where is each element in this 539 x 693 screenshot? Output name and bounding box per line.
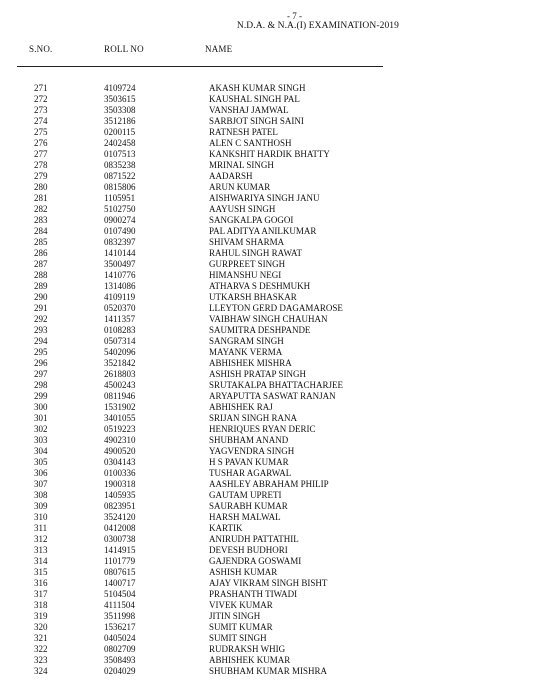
column-header-name: NAME <box>205 44 233 54</box>
row-roll-no: 4111504 <box>104 600 135 610</box>
row-roll-no: 4902310 <box>104 435 136 445</box>
row-roll-no: 1314086 <box>104 281 136 291</box>
table-row <box>0 402 539 413</box>
row-roll-no: 0507314 <box>104 336 136 346</box>
row-roll-no: 0108283 <box>104 325 136 335</box>
table-row <box>0 435 539 446</box>
table-row <box>0 116 539 127</box>
row-sno: 286 <box>34 248 48 258</box>
row-name: RUDRAKSH WHIG <box>209 644 286 654</box>
row-name: SANGKALPA GOGOI <box>209 215 294 225</box>
row-roll-no: 5104504 <box>104 589 136 599</box>
row-name: AISHWARIYA SINGH JANU <box>209 193 320 203</box>
row-roll-no: 1531902 <box>104 402 136 412</box>
row-name: ATHARVA S DESHMUKH <box>209 281 311 291</box>
table-row <box>0 600 539 611</box>
table-row <box>0 314 539 325</box>
row-roll-no: 0802709 <box>104 644 136 654</box>
row-sno: 324 <box>34 666 48 676</box>
row-roll-no: 3511998 <box>104 611 136 621</box>
row-roll-no: 0807615 <box>104 567 136 577</box>
table-row <box>0 347 539 358</box>
row-sno: 311 <box>34 523 48 533</box>
row-sno: 274 <box>34 116 48 126</box>
row-sno: 279 <box>34 171 48 181</box>
table-row <box>0 127 539 138</box>
row-name: RAHUL SINGH RAWAT <box>209 248 302 258</box>
row-sno: 287 <box>34 259 48 269</box>
row-roll-no: 3503308 <box>104 105 136 115</box>
row-roll-no: 2618803 <box>104 369 136 379</box>
table-row <box>0 237 539 248</box>
table-row <box>0 567 539 578</box>
row-roll-no: 5102750 <box>104 204 136 214</box>
table-row <box>0 644 539 655</box>
row-sno: 272 <box>34 94 48 104</box>
table-row <box>0 479 539 490</box>
row-name: JITIN SINGH <box>209 611 261 621</box>
table-row <box>0 160 539 171</box>
row-sno: 305 <box>34 457 48 467</box>
row-name: PRASHANTH TIWADI <box>209 589 298 599</box>
row-roll-no: 1405935 <box>104 490 136 500</box>
table-row <box>0 171 539 182</box>
row-sno: 322 <box>34 644 48 654</box>
row-roll-no: 0900274 <box>104 215 136 225</box>
row-roll-no: 3500497 <box>104 259 136 269</box>
table-row <box>0 105 539 116</box>
row-sno: 323 <box>34 655 48 665</box>
row-sno: 273 <box>34 105 48 115</box>
table-row <box>0 523 539 534</box>
row-sno: 300 <box>34 402 48 412</box>
table-row <box>0 666 539 677</box>
row-name: YAGVENDRA SINGH <box>209 446 295 456</box>
row-sno: 313 <box>34 545 48 555</box>
row-name: HIMANSHU NEGI <box>209 270 282 280</box>
exam-title: N.D.A. & N.A.(I) EXAMINATION-2019 <box>236 21 399 31</box>
table-row <box>0 501 539 512</box>
row-name: ARUN KUMAR <box>209 182 271 192</box>
row-roll-no: 3503615 <box>104 94 136 104</box>
row-name: SHUBHAM KUMAR MISHRA <box>209 666 328 676</box>
row-sno: 277 <box>34 149 48 159</box>
row-sno: 282 <box>34 204 48 214</box>
table-row <box>0 193 539 204</box>
row-roll-no: 3521842 <box>104 358 136 368</box>
row-name: KANKSHIT HARDIK BHATTY <box>209 149 330 159</box>
row-name: AAYUSH SINGH <box>209 204 276 214</box>
row-roll-no: 5402096 <box>104 347 136 357</box>
table-row <box>0 655 539 666</box>
row-name: SRIJAN SINGH RANA <box>209 413 298 423</box>
row-roll-no: 2402458 <box>104 138 136 148</box>
row-sno: 294 <box>34 336 48 346</box>
row-name: MRINAL SINGH <box>209 160 274 170</box>
row-roll-no: 3524120 <box>104 512 136 522</box>
table-row <box>0 83 539 94</box>
row-name: ABHISHEK RAJ <box>209 402 273 412</box>
row-roll-no: 3508493 <box>104 655 136 665</box>
row-sno: 307 <box>34 479 48 489</box>
table-row <box>0 380 539 391</box>
table-row <box>0 391 539 402</box>
row-sno: 296 <box>34 358 48 368</box>
row-name: ARYAPUTTA SASWAT RANJAN <box>209 391 336 401</box>
row-name: SANGRAM SINGH <box>209 336 284 346</box>
row-name: MAYANK VERMA <box>209 347 283 357</box>
row-roll-no: 1105951 <box>104 193 136 203</box>
table-row <box>0 303 539 314</box>
row-roll-no: 1536217 <box>104 622 136 632</box>
row-sno: 315 <box>34 567 48 577</box>
row-sno: 292 <box>34 314 48 324</box>
row-name: VANSHAJ JAMWAL <box>209 105 289 115</box>
row-sno: 289 <box>34 281 48 291</box>
table-row <box>0 325 539 336</box>
row-name: SUMIT SINGH <box>209 633 267 643</box>
row-roll-no: 0300738 <box>104 534 136 544</box>
row-roll-no: 0811946 <box>104 391 136 401</box>
table-row <box>0 292 539 303</box>
row-roll-no: 3512186 <box>104 116 136 126</box>
row-roll-no: 1101779 <box>104 556 136 566</box>
table-row <box>0 490 539 501</box>
table-row <box>0 204 539 215</box>
row-name: ANIRUDH PATTATHIL <box>209 534 299 544</box>
row-sno: 271 <box>34 83 48 93</box>
table-row <box>0 611 539 622</box>
row-sno: 309 <box>34 501 48 511</box>
row-sno: 316 <box>34 578 48 588</box>
row-sno: 310 <box>34 512 48 522</box>
row-name: AKASH KUMAR SINGH <box>209 83 306 93</box>
row-name: TUSHAR AGARWAL <box>209 468 292 478</box>
row-name: GAJENDRA GOSWAMI <box>209 556 302 566</box>
row-sno: 283 <box>34 215 48 225</box>
row-sno: 319 <box>34 611 48 621</box>
column-header-sno: S.NO. <box>29 44 53 54</box>
row-sno: 281 <box>34 193 48 203</box>
row-name: H S PAVAN KUMAR <box>209 457 289 467</box>
table-row <box>0 182 539 193</box>
table-row <box>0 358 539 369</box>
row-roll-no: 4500243 <box>104 380 136 390</box>
row-name: KAUSHAL SINGH PAL <box>209 94 300 104</box>
row-name: LLEYTON GERD DAGAMAROSE <box>209 303 343 313</box>
table-row <box>0 468 539 479</box>
column-header-roll-no: ROLL NO <box>104 44 144 54</box>
row-roll-no: 1400717 <box>104 578 136 588</box>
row-roll-no: 0107513 <box>104 149 136 159</box>
row-sno: 312 <box>34 534 48 544</box>
table-row <box>0 622 539 633</box>
table-row <box>0 589 539 600</box>
row-name: PAL ADITYA ANILKUMAR <box>209 226 317 236</box>
row-name: ABHISHEK MISHRA <box>209 358 292 368</box>
row-name: VAIBHAW SINGH CHAUHAN <box>209 314 328 324</box>
table-row <box>0 270 539 281</box>
row-name: SRUTAKALPA BHATTACHARJEE <box>209 380 343 390</box>
table-row <box>0 556 539 567</box>
row-roll-no: 4109724 <box>104 83 136 93</box>
row-sno: 285 <box>34 237 48 247</box>
row-roll-no: 0519223 <box>104 424 136 434</box>
row-name: SARBJOT SINGH SAINI <box>209 116 304 126</box>
table-row <box>0 259 539 270</box>
row-roll-no: 1410776 <box>104 270 136 280</box>
row-sno: 318 <box>34 600 48 610</box>
table-row <box>0 534 539 545</box>
row-name: ALEN C SANTHOSH <box>209 138 292 148</box>
row-name: AADARSH <box>209 171 253 181</box>
row-roll-no: 0204029 <box>104 666 136 676</box>
table-row <box>0 545 539 556</box>
row-sno: 278 <box>34 160 48 170</box>
table-row <box>0 512 539 523</box>
row-sno: 303 <box>34 435 48 445</box>
row-roll-no: 0100336 <box>104 468 136 478</box>
table-row <box>0 226 539 237</box>
table-row <box>0 336 539 347</box>
row-sno: 306 <box>34 468 48 478</box>
row-sno: 301 <box>34 413 48 423</box>
row-sno: 284 <box>34 226 48 236</box>
row-sno: 280 <box>34 182 48 192</box>
row-roll-no: 1900318 <box>104 479 136 489</box>
row-sno: 275 <box>34 127 48 137</box>
row-sno: 314 <box>34 556 48 566</box>
row-sno: 293 <box>34 325 48 335</box>
row-name: VIVEK KUMAR <box>209 600 273 610</box>
row-roll-no: 0823951 <box>104 501 136 511</box>
row-sno: 299 <box>34 391 48 401</box>
row-roll-no: 1410144 <box>104 248 136 258</box>
row-name: HENRIQUES RYAN DERIC <box>209 424 316 434</box>
row-name: KARTIK <box>209 523 243 533</box>
table-row <box>0 149 539 160</box>
row-roll-no: 3401055 <box>104 413 136 423</box>
row-name: ASHISH KUMAR <box>209 567 278 577</box>
row-sno: 295 <box>34 347 48 357</box>
table-row <box>0 413 539 424</box>
row-roll-no: 1414915 <box>104 545 136 555</box>
row-sno: 298 <box>34 380 48 390</box>
table-row <box>0 369 539 380</box>
row-name: HARSH MALWAL <box>209 512 281 522</box>
row-roll-no: 0200115 <box>104 127 136 137</box>
row-name: RATNESH PATEL <box>209 127 278 137</box>
row-name: AASHLEY ABRAHAM PHILIP <box>209 479 329 489</box>
table-row <box>0 457 539 468</box>
row-sno: 317 <box>34 589 48 599</box>
table-row <box>0 248 539 259</box>
row-roll-no: 4900520 <box>104 446 136 456</box>
row-name: UTKARSH BHASKAR <box>209 292 297 302</box>
row-roll-no: 1411357 <box>104 314 136 324</box>
row-name: SUMIT KUMAR <box>209 622 273 632</box>
row-roll-no: 0412008 <box>104 523 136 533</box>
row-roll-no: 0835238 <box>104 160 136 170</box>
row-name: SAUMITRA DESHPANDE <box>209 325 311 335</box>
row-sno: 291 <box>34 303 48 313</box>
row-name: GAUTAM UPRETI <box>209 490 282 500</box>
row-name: SHUBHAM ANAND <box>209 435 289 445</box>
row-name: SHIVAM SHARMA <box>209 237 285 247</box>
table-row <box>0 633 539 644</box>
table-row <box>0 138 539 149</box>
row-sno: 320 <box>34 622 48 632</box>
row-name: ABHISHEK KUMAR <box>209 655 291 665</box>
row-sno: 297 <box>34 369 48 379</box>
table-row <box>0 94 539 105</box>
row-name: AJAY VIKRAM SINGH BISHT <box>209 578 328 588</box>
row-name: DEVESH BUDHORI <box>209 545 288 555</box>
row-sno: 290 <box>34 292 48 302</box>
row-roll-no: 0107490 <box>104 226 136 236</box>
row-name: ASHISH PRATAP SINGH <box>209 369 306 379</box>
row-sno: 302 <box>34 424 48 434</box>
results-table <box>0 83 539 677</box>
row-name: GURPREET SINGH <box>209 259 286 269</box>
row-roll-no: 0815806 <box>104 182 136 192</box>
row-roll-no: 4109119 <box>104 292 136 302</box>
page-number: - 7 - <box>287 11 302 21</box>
row-roll-no: 0871522 <box>104 171 136 181</box>
row-roll-no: 0520370 <box>104 303 136 313</box>
row-name: SAURABH KUMAR <box>209 501 288 511</box>
table-row <box>0 215 539 226</box>
table-row <box>0 281 539 292</box>
row-sno: 276 <box>34 138 48 148</box>
row-roll-no: 0405024 <box>104 633 136 643</box>
row-roll-no: 0832397 <box>104 237 136 247</box>
row-sno: 321 <box>34 633 48 643</box>
header-divider <box>17 66 383 67</box>
table-row <box>0 578 539 589</box>
row-roll-no: 0304143 <box>104 457 136 467</box>
table-row <box>0 446 539 457</box>
row-sno: 308 <box>34 490 48 500</box>
row-sno: 288 <box>34 270 48 280</box>
row-sno: 304 <box>34 446 48 456</box>
table-row <box>0 424 539 435</box>
